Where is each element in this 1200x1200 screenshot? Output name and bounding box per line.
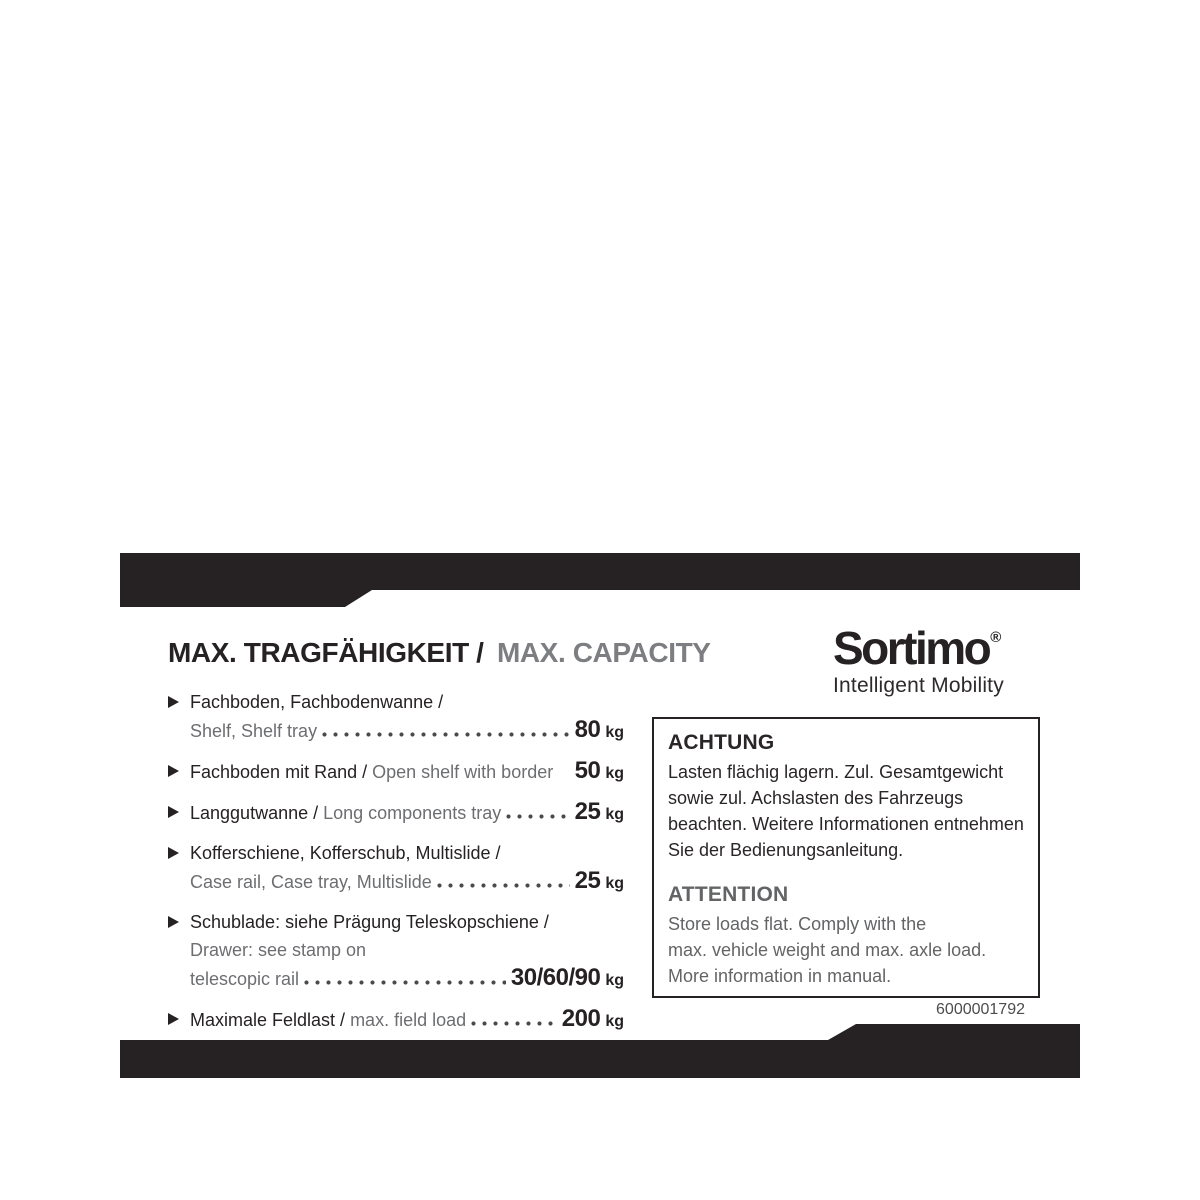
triangle-bullet-icon: [168, 1013, 179, 1025]
capacity-item-shelf-with-border: [168, 757, 624, 788]
attention-title: ATTENTION: [668, 883, 789, 906]
item-text-english: telescopic rail: [190, 969, 300, 989]
sortimo-logo: [833, 614, 1048, 698]
item-value-line: [190, 798, 624, 829]
achtung-title: ACHTUNG: [668, 731, 775, 754]
spacer: [558, 773, 569, 778]
item-unit: kg: [605, 806, 624, 823]
item-text-german: Schublade: siehe Prägung Teleskopschiene /: [190, 912, 549, 932]
item-value-line: [190, 757, 624, 788]
capacity-list: [168, 688, 624, 1046]
triangle-bullet-icon: [168, 847, 179, 859]
triangle-bullet-icon: [168, 916, 179, 928]
registered-trademark-icon: ®: [990, 629, 1002, 646]
item-text-english: Case rail, Case tray, Multislide: [190, 872, 432, 892]
item-unit: kg: [605, 1013, 624, 1030]
item-text-german: Fachboden mit Rand /: [190, 762, 368, 782]
attention-body-line: Store loads flat. Comply with the: [668, 914, 927, 934]
triangle-bullet-icon: [168, 696, 179, 708]
capacity-item-shelf: [168, 688, 624, 747]
logo-wordmark: [833, 614, 1048, 672]
item-text-german: Fachboden, Fachbodenwanne /: [190, 692, 444, 712]
item-value-line: [190, 867, 624, 898]
item-unit: kg: [605, 972, 624, 989]
dot-leader: [322, 732, 570, 737]
part-number: 6000001792: [936, 1001, 1025, 1018]
item-text-german: Maximale Feldlast /: [190, 1010, 346, 1030]
title-english: MAX. CAPACITY: [496, 637, 711, 668]
triangle-bullet-icon: [168, 806, 179, 818]
triangle-bullet-icon: [168, 765, 179, 777]
attention-body-line: max. vehicle weight and max. axle load.: [668, 940, 987, 960]
item-line-english: [190, 936, 624, 964]
achtung-body-line: Lasten flächig lagern. Zul. Gesamtgewicht: [668, 762, 1004, 782]
item-text-english: Open shelf with border: [372, 762, 554, 782]
item-unit: kg: [605, 724, 624, 741]
item-text-english: Long components tray: [323, 803, 502, 823]
dot-leader: [437, 883, 570, 888]
attention-body-line: More information in manual.: [668, 966, 892, 986]
capacity-item-drawer: [168, 908, 624, 995]
item-value: 25: [574, 798, 601, 825]
achtung-body-line: beachten. Weitere Informationen entnehmen: [668, 814, 1024, 834]
item-value-line: [190, 716, 624, 747]
capacity-item-long-components-tray: [168, 798, 624, 829]
item-line-german: [190, 839, 624, 867]
item-text-german: Langgutwanne /: [190, 803, 319, 823]
item-value: 50: [574, 757, 601, 784]
item-value: 200: [561, 1005, 601, 1032]
title-german: MAX. TRAGFÄHIGKEIT /: [168, 637, 484, 668]
dot-leader: [471, 1021, 557, 1026]
item-text-english: Shelf, Shelf tray: [190, 721, 318, 741]
logo-tagline: Intelligent Mobility: [833, 674, 1004, 697]
item-value-line: [190, 964, 624, 995]
logo-wordmark-text: Sortimo: [833, 622, 990, 674]
item-line-german: [190, 688, 624, 716]
achtung-body-line: sowie zul. Achslasten des Fahrzeugs: [668, 788, 964, 808]
item-value: 80: [574, 716, 601, 743]
page-title: [168, 638, 711, 668]
item-line-german: [190, 908, 624, 936]
item-value-line: [190, 1005, 624, 1036]
achtung-body-line: Sie der Bedienungsanleitung.: [668, 840, 904, 860]
dot-leader: [506, 814, 569, 819]
capacity-item-case-rail: [168, 839, 624, 898]
top-black-bar: [120, 553, 1080, 607]
item-unit: kg: [605, 875, 624, 892]
capacity-item-max-field-load: [168, 1005, 624, 1036]
item-value: 25: [574, 867, 601, 894]
item-unit: kg: [605, 765, 624, 782]
item-value: 30/60/90: [510, 964, 601, 991]
item-text-german: Kofferschiene, Kofferschub, Multislide /: [190, 843, 501, 863]
notice-box: [652, 717, 1040, 998]
item-text-english: Drawer: see stamp on: [190, 940, 367, 960]
item-text-english: max. field load: [350, 1010, 467, 1030]
dot-leader: [304, 980, 506, 985]
